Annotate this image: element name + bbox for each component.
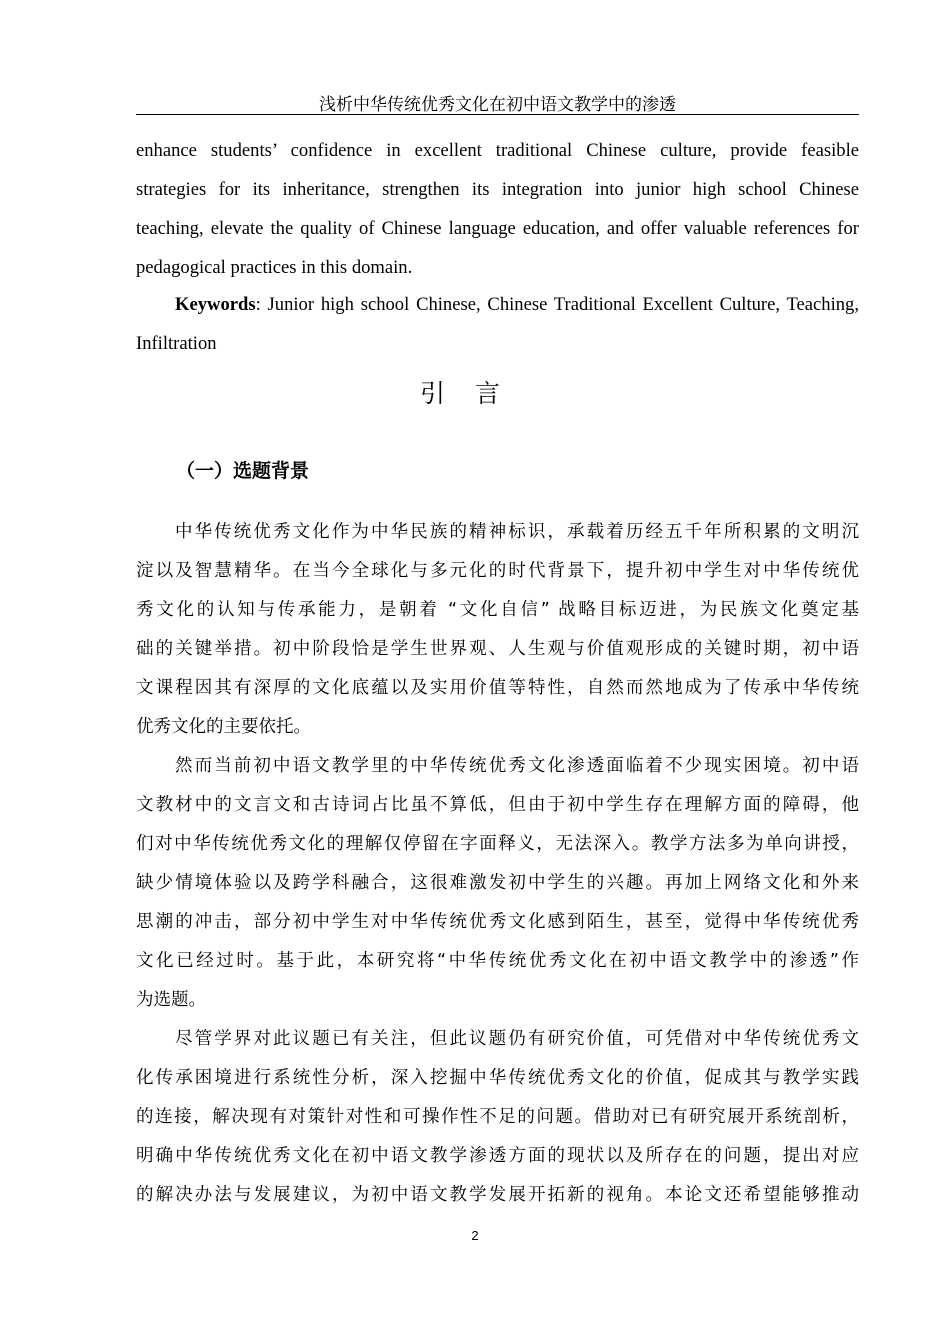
section-heading: （一）选题背景 [176,460,310,482]
running-header-title: 浅析中华传统优秀文化在初中语文教学中的渗透 [319,95,676,115]
paragraph-line: 思潮的冲击，部分初中学生对中华传统优秀文化感到陌生，甚至，觉得中华传统优秀 [136,912,859,932]
paragraph-line: 们对中华传统优秀文化的理解仅停留在字面释义，无法深入。教学方法多为单向讲授， [136,834,859,854]
paragraph-line: 础的关键举措。初中阶段恰是学生世界观、人生观与价值观形成的关键时期，初中语 [136,639,859,659]
keywords-label: Keywords [175,294,256,315]
paragraph-line: 中华传统优秀文化作为中华民族的精神标识，承载着历经五千年所积累的文明沉 [175,522,859,542]
paragraph-line: 优秀文化的主要依托。 [136,717,311,737]
paragraph-line: 化传承困境进行系统性分析，深入挖掘中华传统优秀文化的价值，促成其与教学实践 [136,1068,859,1088]
paragraph-line: 文课程因其有深厚的文化底蕴以及实用价值等特性，自然而然地成为了传承中华传统 [136,678,859,698]
paragraph-line: 缺少情境体验以及跨学科融合，这很难激发初中学生的兴趣。再加上网络文化和外来 [136,873,859,893]
paragraph-line: 秀文化的认知与传承能力，是朝着 “文化自信” 战略目标迈进，为民族文化奠定基 [136,600,859,620]
header-rule [136,114,859,115]
keywords-text: : Junior high school Chinese, Chinese Traditional Excellent Culture, Teaching, [255,294,859,315]
paragraph-line: 的连接，解决现有对策针对性和可操作性不足的问题。借助对已有研究展开系统剖析， [136,1107,859,1127]
paragraph-line: 明确中华传统优秀文化在初中语文教学渗透方面的现状以及所存在的问题，提出对应 [136,1146,859,1166]
paragraph-line: 文教材中的文言文和古诗词占比虽不算低，但由于初中学生存在理解方面的障碍，他 [136,795,859,815]
abstract-line: teaching, elevate the quality of Chinese language education, and offer valuable references for [136,218,859,239]
intro-heading: 引言 [419,379,530,408]
paragraph-line: 为选题。 [136,990,206,1010]
paragraph-line: 的解决办法与发展建议，为初中语文教学发展开拓新的视角。本论文还希望能够推动 [136,1185,859,1205]
page-number: 2 [471,1228,479,1243]
abstract-line: enhance students’ confidence in excellent traditional Chinese culture, provide feasible [136,140,859,161]
keywords-continuation: Infiltration [136,333,217,354]
paragraph-line: 尽管学界对此议题已有关注，但此议题仍有研究价值，可凭借对中华传统优秀文 [175,1029,859,1049]
abstract-line: strategies for its inheritance, strengthen its integration into junior high school Chinese [136,179,859,200]
paragraph-line: 然而当前初中语文教学里的中华传统优秀文化渗透面临着不少现实困境。初中语 [175,756,859,776]
abstract-line: pedagogical practices in this domain. [136,257,413,278]
paragraph-line: 淀以及智慧精华。在当今全球化与多元化的时代背景下，提升初中学生对中华传统优 [136,561,859,581]
keywords-line [175,285,859,324]
paragraph-line: 文化已经过时。基于此，本研究将“中华传统优秀文化在初中语文教学中的渗透”作 [136,951,859,971]
